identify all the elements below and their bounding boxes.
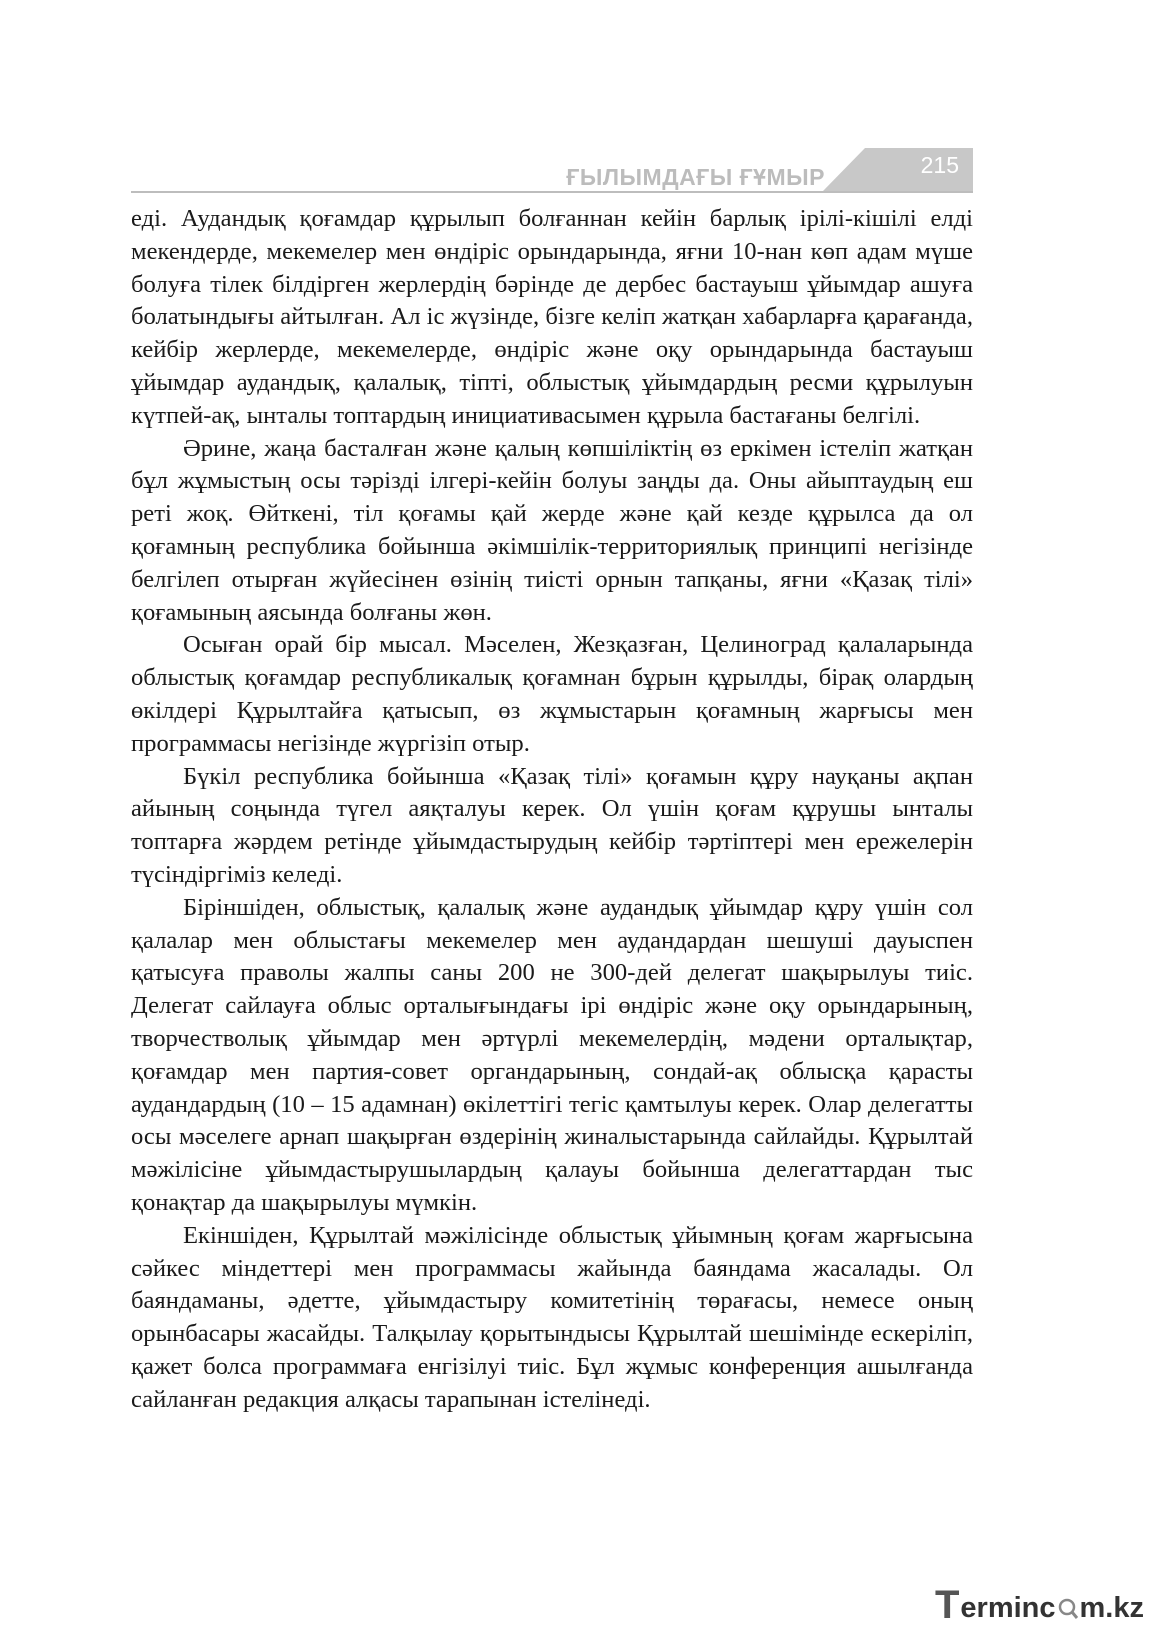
watermark-text: erminc xyxy=(960,1592,1056,1624)
header-rule xyxy=(131,191,973,193)
paragraph-1: еді. Аудандық қоғамдар құрылып болғаннан кейін барлық ірілі-кішілі елді мекендерде, мекемелер мен өндіріс орындарында, яғни 10-нан көп адам мүше болуға тілек білдірген жерлердің бәрінде де дербес бастауыш ұйымдар ашуға болатындығы айтылған. Ал іс жүзінде, бізге келіп жатқан хабарларға қарағанда, кейбір жерлерде, мекемелерде, өндіріс және оқу орындарында бастауыш ұйымдар аудандық, қалалық, тіпті, облыстық ұйымдардың ресми құрылуын күтпей-ақ, ынталы топтардың инициативасымен құрыла бастағаны белгілі. xyxy=(131,205,973,429)
running-title: ҒЫЛЫМДАҒЫ ҒҰМЫР xyxy=(566,164,825,190)
termincom-watermark xyxy=(934,1583,1144,1627)
watermark-text-end: m.kz xyxy=(1079,1592,1144,1624)
paragraph-4: Бүкіл республика бойынша «Қазақ тілі» қоғамын құру науқаны ақпан айының соңында түгел аяқталуы керек. Ол үшін қоғам құрушы ынталы топтарға жәрдем ретінде ұйымдастырудың кейбір тәртіптері мен ережелерін түсіндіргіміз келеді. xyxy=(131,762,973,888)
body-text xyxy=(131,203,973,1416)
paragraph-6: Екіншіден, Құрылтай мәжілісінде облыстық ұйымның қоғам жарғысына сәйкес міндеттері мен программасы жайында баяндама жасалады. Ол баяндаманы, әдетте, ұйымдастыру комитетінің төрағасы, немесе оның орынбасары жасайды. Талқылау қорытындысы Құрылтай шешімінде ескеріліп, қажет болса программаға енгізілуі тиіс. Бұл жұмыс конференция ашылғанда сайланған редакция алқасы тарапынан істелінеді. xyxy=(131,1221,973,1413)
paragraph-2: Әрине, жаңа басталған және қалың көпшіліктің өз еркімен істеліп жатқан бұл жұмыстың осы тәрізді ілгері-кейін болуы заңды да. Оны айыптаудың еш реті жоқ. Өйткені, тіл қоғамы қай жерде және қай кезде құрылса да ол қоғамның республика бойынша әкімшілік-территориялық принципі негізінде белгілеп отырған жүйесінен өзінің тиісті орнын тапқаны, яғни «Қазақ тілі» қоғамының аясында болғаны жөн. xyxy=(131,434,973,626)
paragraph-3: Осыған орай бір мысал. Мәселен, Жезқазған, Целиноград қалаларында облыстық қоғамдар республикалық қоғамнан бұрын құрылды, бірақ олардың өкілдері Құрылтайға қатысып, өз жұмыстарын қоғамның жарғысы мен программасы негізінде жүргізіп отыр. xyxy=(131,631,973,757)
watermark-first-letter: T xyxy=(934,1583,960,1627)
page-header xyxy=(131,148,973,196)
page-number: 215 xyxy=(920,152,959,178)
paragraph-5: Біріншіден, облыстық, қалалық және аудандық ұйымдар құру үшін сол қалалар мен облыстағы мекемелер мен аудандардан шешуші дауыспен қатысуға праволы жалпы саны 200 не 300-дей делегат шақырылуы тиіс. Делегат сайлауға облыс орталығындағы ірі өндіріс және оқу орындарының, творчестволық ұйымдар мен әртүрлі мекемелердің, мәдени орталықтар, қоғамдар мен партия-совет органдарының, сондай-ақ облысқа қарасты аудандардың (10 – 15 адамнан) өкілеттігі тегіс қамтылуы керек. Олар делегатты осы мәселеге арнап шақырған өздерінің жиналыстарында сайлайды. Құрылтай мәжілісіне ұйымдастырушылардың қалауы бойынша делегаттардан тыс қонақтар да шақырылуы мүмкін. xyxy=(131,893,973,1216)
magnifier-icon xyxy=(1057,1595,1079,1621)
